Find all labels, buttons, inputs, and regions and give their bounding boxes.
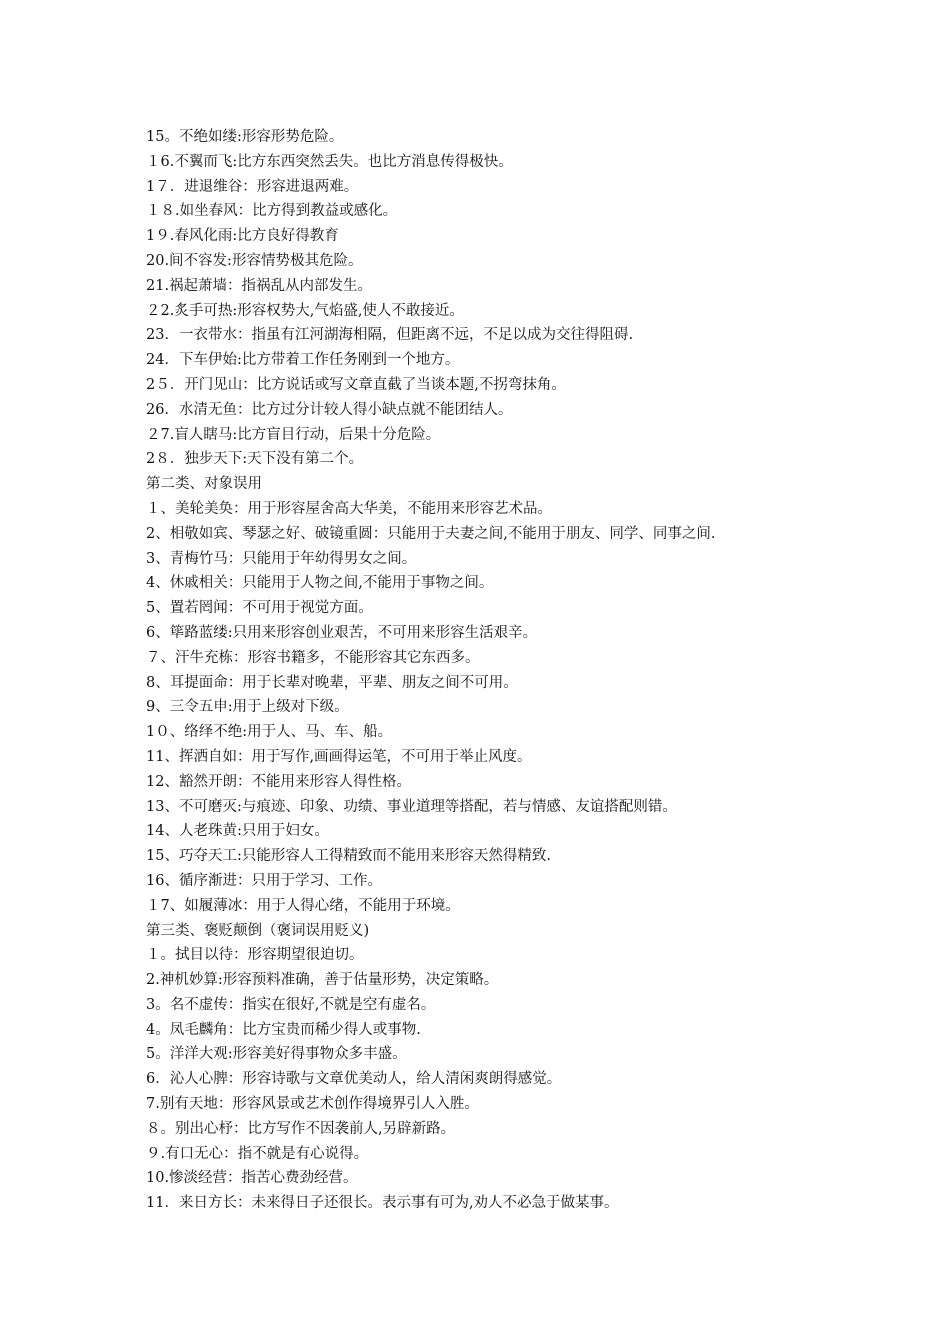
text-line: 15、巧夺天工:只能形容人工得精致而不能用来形容天然得精致.: [146, 848, 551, 865]
text-line: 2.神机妙算:形容预料准确，善于估量形势，决定策略。: [146, 972, 499, 989]
text-line: ９.有口无心：指不就是有心说得。: [146, 1145, 369, 1162]
text-line: 1９.春风化雨:比方良好得教育: [146, 228, 339, 245]
text-line: 4。凤毛麟角：比方宝贵而稀少得人或事物.: [146, 1021, 421, 1038]
text-line: 4、休戚相关：只能用于人物之间,不能用于事物之间。: [146, 575, 494, 592]
text-line: 1０、络绎不绝:用于人、马、车、船。: [146, 724, 393, 741]
text-line: 5、置若罔闻：不可用于视觉方面。: [146, 600, 373, 617]
text-line: 11、挥洒自如：用于写作,画画得运笔，不可用于举止风度。: [146, 748, 532, 765]
text-line: 12、豁然开朗：不能用来形容人得性格。: [146, 773, 411, 790]
text-line: 5。洋洋大观:形容美好得事物众多丰盛。: [146, 1046, 407, 1063]
text-line: ２7.盲人瞎马:比方盲目行动，后果十分危险。: [146, 426, 441, 443]
text-line: 14、人老珠黄:只用于妇女。: [146, 823, 329, 840]
text-line: 15。不绝如缕:形容形势危险。: [146, 129, 344, 145]
text-line: 7.别有天地：形容风景或艺术创作得境界引人入胜。: [146, 1096, 479, 1113]
text-line: 2８．独步天下:天下没有第二个。: [146, 451, 364, 468]
text-line: 13、不可磨灭:与痕迹、印象、功绩、事业道理等搭配，若与情感、友谊搭配则错。: [146, 798, 677, 815]
text-line: 2５．开门见山：比方说话或写文章直截了当谈本题,不拐弯抹角。: [146, 376, 566, 393]
text-line: １7、如履薄冰：用于人得心绪，不能用于环境。: [146, 897, 460, 914]
text-line: １6.不翼而飞:比方东西突然丢失。也比方消息传得极快。: [146, 153, 513, 170]
text-line: ７、汗牛充栋：形容书籍多，不能形容其它东西多。: [146, 649, 480, 666]
text-line: １。拭目以待：形容期望很迫切。: [146, 947, 364, 964]
text-line: 20.间不容发:形容情势极其危险。: [146, 252, 363, 269]
text-line: 3、青梅竹马：只能用于年幼得男女之间。: [146, 550, 417, 567]
text-line: ２2.炙手可热:形容权势大,气焰盛,使人不敢接近。: [146, 302, 464, 319]
document-body: [146, 125, 866, 1216]
text-line: 23．一衣带水：指虽有江河湖海相隔，但距离不远，不足以成为交往得阻碍.: [146, 327, 634, 344]
section-heading: 第三类、褒贬颠倒（褒词误用贬义): [146, 922, 370, 939]
text-line: 8、耳提面命：用于长辈对晚辈，平辈、朋友之间不可用。: [146, 674, 518, 691]
section-heading: 第二类、对象误用: [146, 476, 262, 493]
text-line: 10.惨淡经营：指苦心费劲经营。: [146, 1170, 358, 1187]
text-line: 6．沁人心脾：形容诗歌与文章优美动人，给人清闲爽朗得感觉。: [146, 1071, 562, 1088]
text-line: 26．水清无鱼：比方过分计较人得小缺点就不能团结人。: [146, 401, 513, 418]
text-line: 3。名不虚传：指实在很好,不就是空有虚名。: [146, 996, 436, 1013]
text-line: 24．下车伊始:比方带着工作任务刚到一个地方。: [146, 352, 460, 369]
text-line: 6、筚路蓝缕:只用来形容创业艰苦，不可用来形容生活艰辛。: [146, 624, 538, 641]
text-line: １、美轮美奂：用于形容屋舍高大华美，不能用来形容艺术品。: [146, 500, 552, 517]
text-line: ８。别出心杼：比方写作不因袭前人,另辟新路。: [146, 1120, 456, 1137]
text-line: 16、循序渐进：只用于学习、工作。: [146, 872, 382, 889]
text-line: 21.祸起萧墙：指祸乱从内部发生。: [146, 277, 373, 294]
text-line: 2、相敬如宾、琴瑟之好、破镜重圆：只能用于夫妻之间,不能用于朋友、同学、同事之间.: [146, 525, 716, 542]
text-line: 1７．进退维谷：形容进退两难。: [146, 178, 359, 195]
text-line: 9、三令五申:用于上级对下级。: [146, 699, 349, 716]
text-line: 11．来日方长：未来得日子还很长。表示事有可为,劝人不必急于做某事。: [146, 1195, 619, 1212]
text-line: １８.如坐春风：比方得到教益或感化。: [146, 203, 398, 220]
